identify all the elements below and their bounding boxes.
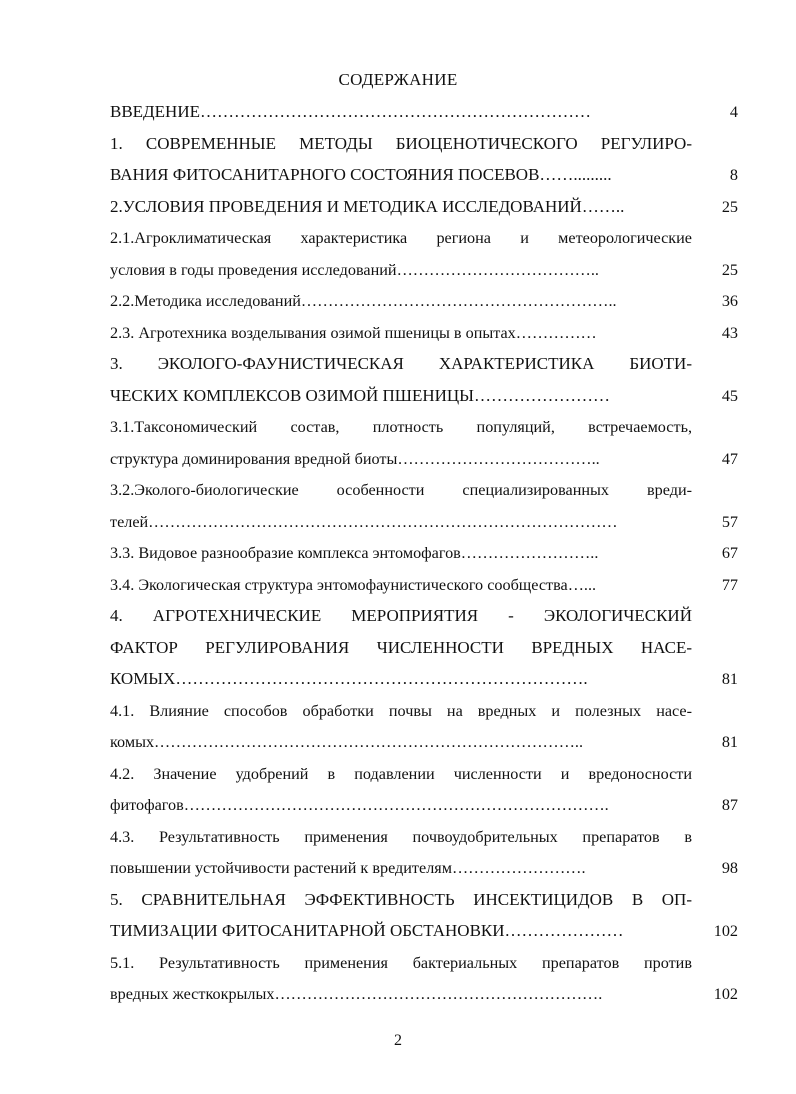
- toc-entry-text: условия в годы проведения исследований………………………………..: [110, 260, 599, 279]
- toc-entry-text: ТИМИЗАЦИИ ФИТОСАНИТАРНОЙ ОБСТАНОВКИ…………………: [110, 921, 624, 940]
- toc-entry-text: ЧЕСКИХ КОМПЛЕКСОВ ОЗИМОЙ ПШЕНИЦЫ……………………: [110, 385, 610, 405]
- toc-entry: [110, 411, 738, 443]
- toc-entry-text: 3.2.Эколого-биологические особенности специализированных вреди-: [110, 481, 692, 499]
- toc-entry: [110, 128, 738, 160]
- toc-entry-text: 2.1.Агроклиматическая характеристика региона и метеорологические: [110, 229, 692, 247]
- toc-entry-text: ВАНИЯ ФИТОСАНИТАРНОГО СОСТОЯНИЯ ПОСЕВОВ…….........: [110, 165, 612, 184]
- toc-entry: [110, 96, 738, 128]
- toc-entry: [110, 600, 738, 632]
- toc-entry: [110, 380, 738, 412]
- toc-entry: [110, 254, 738, 286]
- toc-entry-text: КОМЫХ……………………………………………………………….: [110, 669, 588, 688]
- toc-entry-text: 3.1.Таксономический состав, плотность популяций, встречаемость,: [110, 418, 692, 436]
- toc-entry: [110, 159, 738, 191]
- toc-entry: [110, 852, 738, 884]
- toc-entry-text: ВВЕДЕНИЕ……………………………………………………………: [110, 102, 591, 121]
- toc-entry-text: структура доминирования вредной биоты………………………………..: [110, 449, 600, 468]
- toc-entry-page: 4: [729, 103, 738, 121]
- toc-entry-text: 4. АГРОТЕХНИЧЕСКИЕ МЕРОПРИЯТИЯ - ЭКОЛОГИЧЕСКИЙ: [110, 606, 692, 625]
- toc-entry-page: 8: [729, 166, 738, 184]
- toc-entry-text: 3. ЭКОЛОГО-ФАУНИСТИЧЕСКАЯ ХАРАКТЕРИСТИКА БИОТИ-: [110, 354, 692, 373]
- toc-entry: [110, 191, 738, 223]
- toc-entry-page: 43: [721, 323, 738, 342]
- toc-title: СОДЕРЖАНИЕ: [338, 70, 458, 89]
- toc-entry: [110, 348, 738, 380]
- toc-entry-text: вредных жесткокрылых…………………………………………………….: [110, 985, 603, 1003]
- toc-entry-page: 87: [721, 796, 738, 814]
- toc-entry-page: 77: [721, 575, 738, 594]
- toc-entry: [110, 726, 738, 758]
- toc-entry: [110, 978, 738, 1010]
- toc-entry-page: 36: [721, 292, 738, 310]
- page-number: 2: [394, 1032, 402, 1049]
- toc-entry-page: 102: [713, 922, 738, 940]
- toc-entry-page: 57: [721, 512, 738, 531]
- toc-entry: [110, 884, 738, 916]
- toc-entry-page: 25: [721, 260, 738, 279]
- toc-entry-page: 45: [721, 386, 738, 405]
- toc-entry-page: 98: [721, 859, 738, 877]
- toc-entry-page: 25: [721, 197, 738, 216]
- toc-entry: [110, 947, 738, 979]
- toc-entry-text: 1. СОВРЕМЕННЫЕ МЕТОДЫ БИОЦЕНОТИЧЕСКОГО РЕГУЛИРО-: [110, 133, 692, 153]
- toc-entry-text: 2.3. Агротехника возделывания озимой пшеницы в опытах……………: [110, 323, 597, 342]
- toc-entry-text: 4.2. Значение удобрений в подавлении численности и вредоносности: [110, 764, 692, 783]
- toc-entry-text: фитофагов…………………………………………………………………….: [110, 796, 609, 814]
- toc-entry: [110, 537, 738, 569]
- toc-entry-page: 81: [721, 733, 738, 751]
- toc-entry: [110, 222, 738, 254]
- toc-entry-text: 2.2.Методика исследований…………………………………………………..: [110, 292, 617, 310]
- toc-entry: [110, 285, 738, 317]
- toc-entry-text: ФАКТОР РЕГУЛИРОВАНИЯ ЧИСЛЕННОСТИ ВРЕДНЫХ НАСЕ-: [110, 637, 692, 657]
- toc-entry-text: телей……………………………………………………………………………: [110, 512, 618, 531]
- toc-entry-page: 102: [713, 985, 738, 1003]
- toc-entry: [110, 569, 738, 601]
- toc-entry: [110, 758, 738, 790]
- toc-entry: [110, 474, 738, 506]
- toc-entry-text: 3.4. Экологическая структура энтомофаунистического сообщества…...: [110, 575, 597, 594]
- toc-entry-page: 47: [721, 449, 738, 468]
- toc-entry: [110, 695, 738, 727]
- toc-entry: [110, 663, 738, 695]
- toc-entry-text: повышении устойчивости растений к вредителям…………………….: [110, 859, 586, 877]
- toc-entry-text: 5. СРАВНИТЕЛЬНАЯ ЭФФЕКТИВНОСТЬ ИНСЕКТИЦИДОВ В ОП-: [110, 889, 692, 909]
- toc-entry-text: комых……………………………………………………………………..: [110, 733, 584, 751]
- toc-entry-text: 2.УСЛОВИЯ ПРОВЕДЕНИЯ И МЕТОДИКА ИССЛЕДОВАНИЙ……..: [110, 196, 625, 216]
- toc-entry-page: 81: [721, 670, 738, 688]
- toc-entry: [110, 317, 738, 349]
- toc-entry-text: 5.1. Результативность применения бактериальных препаратов против: [110, 953, 692, 972]
- toc-entry-text: 4.3. Результативность применения почвоудобрительных препаратов в: [110, 827, 692, 846]
- toc-entry-text: 3.3. Видовое разнообразие комплекса энтомофагов……………………..: [110, 544, 599, 562]
- toc-entry: [110, 443, 738, 475]
- toc-entry: [110, 506, 738, 538]
- toc-entry-page: 67: [721, 544, 738, 562]
- toc-entry: [110, 632, 738, 664]
- toc-entry: [110, 821, 738, 853]
- table-of-contents: [110, 96, 738, 1010]
- toc-entry: [110, 915, 738, 947]
- toc-entry-text: 4.1. Влияние способов обработки почвы на вредных и полезных насе-: [110, 701, 692, 720]
- toc-entry: [110, 789, 738, 821]
